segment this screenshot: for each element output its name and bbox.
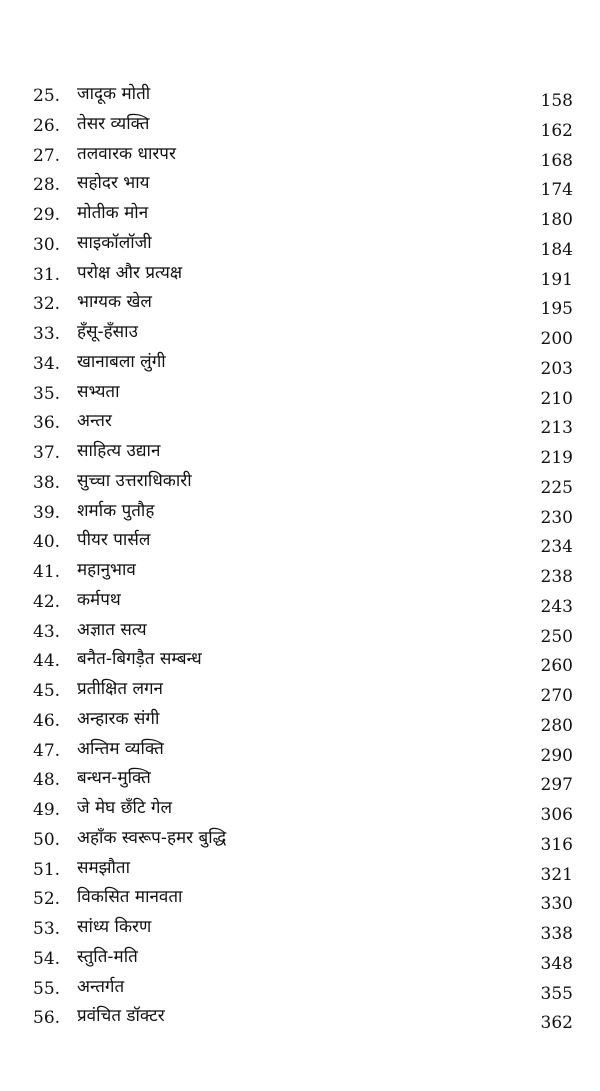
toc-entry	[33, 794, 573, 824]
toc-entry	[33, 735, 573, 765]
entry-number: 43.	[33, 621, 61, 642]
entry-page-number: 200	[540, 329, 573, 349]
entry-page-number: 362	[540, 1013, 573, 1034]
entry-number: 40.	[33, 532, 61, 553]
entry-number: 52.	[33, 889, 61, 910]
entry-page-number: 168	[540, 150, 573, 171]
entry-title: कर्मपथ	[77, 589, 121, 610]
entry-page-number: 238	[540, 567, 573, 587]
entry-title: बनैत-बिगड़ैत सम्बन्ध	[77, 649, 202, 670]
toc-entry	[33, 318, 573, 348]
entry-number: 29.	[33, 205, 61, 225]
entry-number: 45.	[33, 681, 61, 701]
toc-entry	[33, 616, 573, 646]
toc-entry	[33, 913, 573, 943]
entry-number: 31.	[33, 264, 61, 285]
toc-entry	[33, 110, 573, 140]
entry-title: अज्ञात सत्य	[77, 619, 147, 640]
toc-entry	[33, 259, 573, 289]
toc-entry	[33, 645, 573, 675]
entry-title: अन्तर	[77, 411, 112, 432]
entry-number: 27.	[33, 145, 61, 166]
entry-page-number: 306	[540, 805, 573, 825]
toc-entry	[33, 169, 573, 199]
entry-title: साहित्य उद्यान	[77, 441, 161, 461]
entry-title: विकसित मानवता	[77, 887, 183, 908]
entry-number: 56.	[33, 1008, 61, 1029]
entry-number: 41.	[33, 562, 61, 582]
entry-page-number: 195	[540, 299, 573, 320]
entry-page-number: 191	[540, 269, 573, 290]
entry-number: 33.	[33, 324, 61, 344]
toc-entry	[33, 586, 573, 616]
entry-page-number: 243	[540, 596, 573, 617]
entry-number: 50.	[33, 829, 61, 850]
entry-number: 44.	[33, 651, 61, 672]
entry-title: परोक्ष और प्रत्यक्ष	[77, 262, 183, 283]
entry-page-number: 203	[540, 358, 573, 379]
entry-page-number: 230	[540, 507, 573, 528]
toc-entry	[33, 497, 573, 527]
toc-entry	[33, 140, 573, 170]
toc-entry	[33, 973, 573, 1003]
entry-page-number: 270	[540, 686, 573, 706]
entry-number: 42.	[33, 591, 61, 612]
entry-number: 38.	[33, 472, 61, 493]
entry-title: प्रवंचित डॉक्टर	[77, 1006, 165, 1027]
toc-entry	[33, 705, 573, 735]
entry-page-number: 290	[540, 745, 573, 766]
entry-title: तलवारक धारपर	[77, 143, 176, 164]
entry-number: 47.	[33, 740, 61, 761]
entry-page-number: 219	[540, 448, 573, 468]
entry-title: प्रतीक्षित लगन	[77, 679, 163, 699]
toc-entry	[33, 556, 573, 586]
entry-title: अहाँक स्वरूप-हमर बुद्धि	[77, 827, 227, 848]
entry-title: सांध्य किरण	[77, 917, 152, 937]
entry-title: अन्तर्गत	[77, 976, 125, 997]
toc-entry	[33, 883, 573, 913]
toc-entry	[33, 675, 573, 705]
entry-page-number: 280	[540, 715, 573, 736]
entry-page-number: 162	[540, 120, 573, 141]
entry-page-number: 297	[540, 775, 573, 796]
entry-title: बन्धन-मुक्ति	[77, 768, 151, 789]
entry-title: सहोदर भाय	[77, 173, 150, 194]
entry-page-number: 234	[540, 537, 573, 558]
entry-page-number: 184	[540, 239, 573, 260]
entry-title: जादूक मोती	[77, 84, 151, 104]
entry-number: 32.	[33, 294, 61, 315]
entry-title: सुच्चा उत्तराधिकारी	[77, 470, 192, 491]
entry-title: जे मेघ छँटि गेल	[77, 798, 173, 818]
entry-number: 55.	[33, 978, 61, 999]
entry-number: 37.	[33, 443, 61, 463]
entry-number: 54.	[33, 948, 61, 969]
entry-page-number: 338	[540, 924, 573, 944]
entry-page-number: 158	[540, 91, 573, 111]
toc-entry	[33, 1002, 573, 1032]
toc-entry	[33, 824, 573, 854]
entry-title: अन्तिम व्यक्ति	[77, 738, 164, 759]
toc-entry	[33, 288, 573, 318]
entry-title: खानाबला लुंगी	[77, 351, 166, 372]
entry-number: 46.	[33, 710, 61, 731]
entry-number: 49.	[33, 800, 61, 820]
entry-page-number: 210	[540, 388, 573, 409]
entry-number: 30.	[33, 234, 61, 255]
entry-page-number: 250	[540, 626, 573, 647]
entry-number: 51.	[33, 859, 61, 880]
entry-page-number: 348	[540, 953, 573, 974]
table-of-contents	[33, 80, 573, 1032]
entry-title: पीयर पार्सल	[77, 530, 151, 551]
entry-page-number: 174	[540, 180, 573, 201]
entry-title: स्तुति-मति	[77, 946, 138, 967]
toc-entry	[33, 80, 573, 110]
toc-entry	[33, 526, 573, 556]
entry-number: 28.	[33, 175, 61, 196]
entry-title: तेसर व्यक्ति	[77, 113, 150, 134]
entry-title: मोतीक मोन	[77, 203, 149, 223]
entry-page-number: 225	[540, 477, 573, 498]
entry-page-number: 330	[540, 894, 573, 915]
entry-title: महानुभाव	[77, 560, 136, 580]
toc-entry	[33, 199, 573, 229]
entry-title: अन्हारक संगी	[77, 708, 160, 729]
entry-number: 25.	[33, 86, 61, 106]
entry-number: 35.	[33, 383, 61, 404]
entry-page-number: 355	[540, 983, 573, 1004]
entry-title: सभ्यता	[77, 381, 120, 402]
entry-title: साइकॉलॉजी	[77, 232, 152, 253]
entry-page-number: 180	[540, 210, 573, 230]
entry-page-number: 316	[540, 834, 573, 855]
entry-page-number: 213	[540, 418, 573, 439]
entry-number: 34.	[33, 353, 61, 374]
toc-entry	[33, 854, 573, 884]
entry-number: 53.	[33, 919, 61, 939]
toc-entry	[33, 467, 573, 497]
toc-entry	[33, 437, 573, 467]
entry-number: 26.	[33, 115, 61, 136]
entry-title: समझौता	[77, 857, 131, 878]
entry-number: 39.	[33, 502, 61, 523]
entry-page-number: 321	[540, 864, 573, 885]
entry-title: हँसू-हँसाउ	[77, 322, 138, 342]
toc-entry	[33, 378, 573, 408]
toc-entry	[33, 764, 573, 794]
entry-page-number: 260	[540, 656, 573, 677]
entry-title: भाग्यक खेल	[77, 292, 152, 313]
toc-entry	[33, 229, 573, 259]
toc-entry	[33, 348, 573, 378]
entry-title: शर्माक पुतौह	[77, 500, 155, 521]
toc-entry	[33, 943, 573, 973]
toc-entry	[33, 407, 573, 437]
entry-number: 48.	[33, 770, 61, 791]
entry-number: 36.	[33, 413, 61, 434]
